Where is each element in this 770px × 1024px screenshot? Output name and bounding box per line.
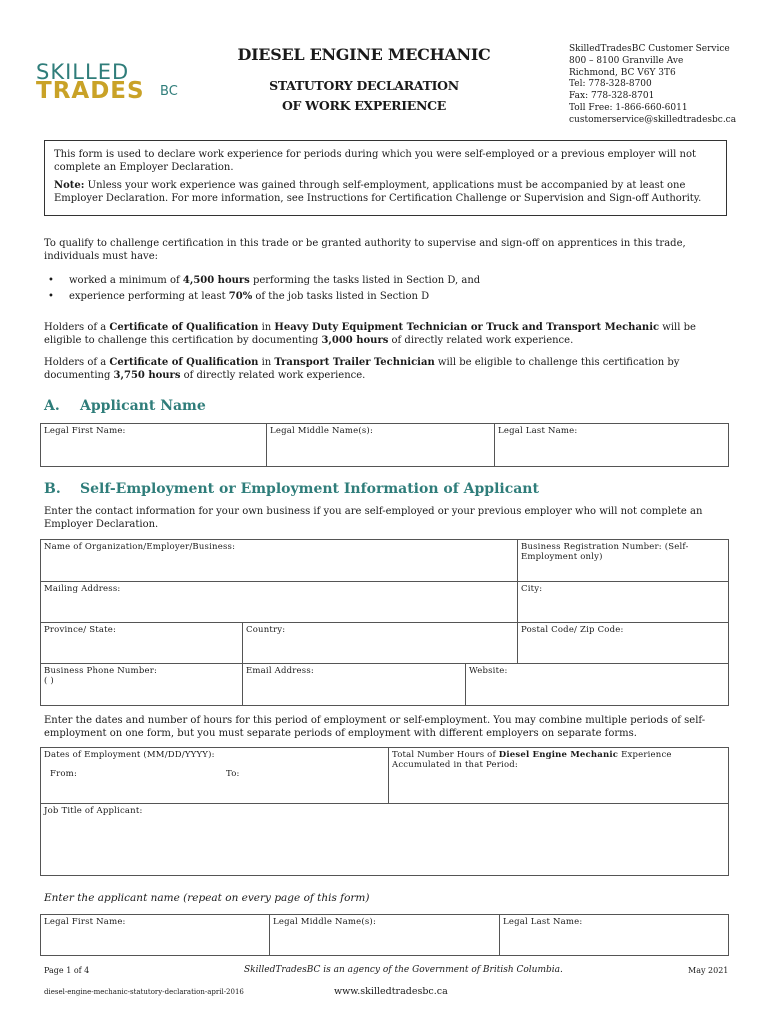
repeat-first-name-field[interactable]: Legal First Name: [41,915,270,956]
note-text: Unless your work experience was gained through self-employment, applications must be accompanied by at least one Employer Declaration. For more information, see Instructions for Certification Challenge or Supervision and Sign-off Authority. [54,180,702,204]
bullet-percent [48,291,648,305]
organization-name-field[interactable]: Name of Organization/Employer/Business: [41,540,518,582]
legal-first-name-field[interactable]: Legal First Name: [41,424,267,467]
country-field[interactable]: Country: [243,623,518,664]
skilledtradesbc-logo [36,60,186,104]
legal-last-name-field[interactable]: Legal Last Name: [495,424,729,467]
section-b-title: Self-Employment or Employment Information of Applicant [80,481,539,497]
repeat-last-name-field[interactable]: Legal Last Name: [500,915,729,956]
employer-info-table [40,539,729,706]
section-a-title: Applicant Name [80,398,206,414]
repeat-middle-name-field[interactable]: Legal Middle Name(s): [270,915,500,956]
bullet-dot: • [48,275,54,286]
bullet2-pre: experience performing at least [69,291,229,302]
bullet2-bold: 70% [228,291,253,302]
page-number: Page 1 of 4 [44,966,90,975]
from-label: From: [50,769,78,779]
note-label: Note: [54,180,85,191]
page-subtitle [250,76,478,116]
page-title: DIESEL ENGINE MECHANIC [237,45,491,64]
logo-line2: TRADES [36,78,145,104]
bullet-hours [48,275,648,289]
bullet1-bold: 4,500 hours [182,275,250,286]
dates-intro: Enter the dates and number of hours for this period of employment or self-employment. You may combine multiple periods of self-employment on one form, but you must separate periods of employment with different employers on separate forms. [44,715,706,739]
dates-of-employment-field[interactable]: Dates of Employment (MM/DD/YYYY): From: To: [41,748,389,804]
section-b-intro: Enter the contact information for your own business if you are self-employed or your previous employer who will not complete an Employer Declaration. [44,506,703,530]
legal-middle-name-field[interactable]: Legal Middle Name(s): [267,424,495,467]
repeat-name-table [40,914,729,956]
contact-block [569,44,759,127]
website-field[interactable]: Website: [466,664,729,706]
agency-note: SkilledTradesBC is an agency of the Government of British Columbia. [244,965,563,975]
section-a-letter: A. [44,398,60,414]
bullet2-post: of the job tasks listed in Section D [252,291,430,302]
holders-paragraph-1: Holders of a Certificate of Qualification in Heavy Duty Equipment Technician or Truck and Transport Mechanic will be eligible to challenge this certification by documenting 3,000 hours of directly related work experience. [44,322,696,346]
bullet-dot: • [48,291,54,302]
revision-date: May 2021 [688,966,729,975]
mailing-address-field[interactable]: Mailing Address: [41,582,518,623]
bullet1-pre: worked a minimum of [69,275,183,286]
contact-name: SkilledTradesBC Customer Service [569,44,730,54]
section-a-heading [44,398,444,416]
contact-tollfree: Toll Free: 1-866-660-6011 [569,102,688,113]
job-title-field[interactable]: Job Title of Applicant: [41,804,729,876]
contact-address1: 800 – 8100 Granville Ave [569,55,684,66]
total-hours-field[interactable]: Total Number Hours of Diesel Engine Mechanic Experience Accumulated in that Period: [389,748,729,804]
file-name: diesel-engine-mechanic-statutory-declaration-april-2016 [44,988,244,996]
logo-line1: SKILLED [36,60,130,84]
subtitle-line2: OF WORK EXPERIENCE [281,98,447,113]
note-intro: This form is used to declare work experience for periods during which you were self-employed or a previous employer will not complete an Employer Declaration. [54,149,696,173]
business-registration-field[interactable]: Business Registration Number: (Self-Employment only) [518,540,729,582]
note-box [44,140,727,216]
website-link[interactable]: www.skilledtradesbc.ca [334,986,448,997]
postal-code-field[interactable]: Postal Code/ Zip Code: [518,623,729,664]
repeat-prompt: Enter the applicant name (repeat on every page of this form) [44,892,370,904]
contact-address2: Richmond, BC V6Y 3T6 [569,67,676,78]
contact-tel: Tel: 778-328-8700 [569,79,652,90]
logo-suffix: BC [160,84,178,99]
section-b-heading [44,481,644,499]
contact-fax: Fax: 778-328-8701 [569,91,655,102]
contact-email[interactable]: customerservice@skilledtradesbc.ca [569,114,737,125]
qualify-text: To qualify to challenge certification in this trade or be granted authority to supervise and sign-off on apprentices in this trade, individuals must have: [44,238,686,262]
note-paragraph [54,180,717,205]
bullet1-post: performing the tasks listed in Section D, and [249,275,481,286]
business-phone-field[interactable]: Business Phone Number: ( ) [41,664,243,706]
employment-dates-table [40,747,729,876]
section-b-letter: B. [44,481,61,497]
email-address-field[interactable]: Email Address: [243,664,466,706]
city-field[interactable]: City: [518,582,729,623]
to-label: To: [226,769,240,779]
province-field[interactable]: Province/ State: [41,623,243,664]
subtitle-line1: STATUTORY DECLARATION [269,78,459,93]
applicant-name-table [40,423,729,467]
holders-paragraph-2: Holders of a Certificate of Qualification in Transport Trailer Technician will be eligible to challenge this certification by documenting 3,750 hours of directly related work experience. [44,357,680,381]
